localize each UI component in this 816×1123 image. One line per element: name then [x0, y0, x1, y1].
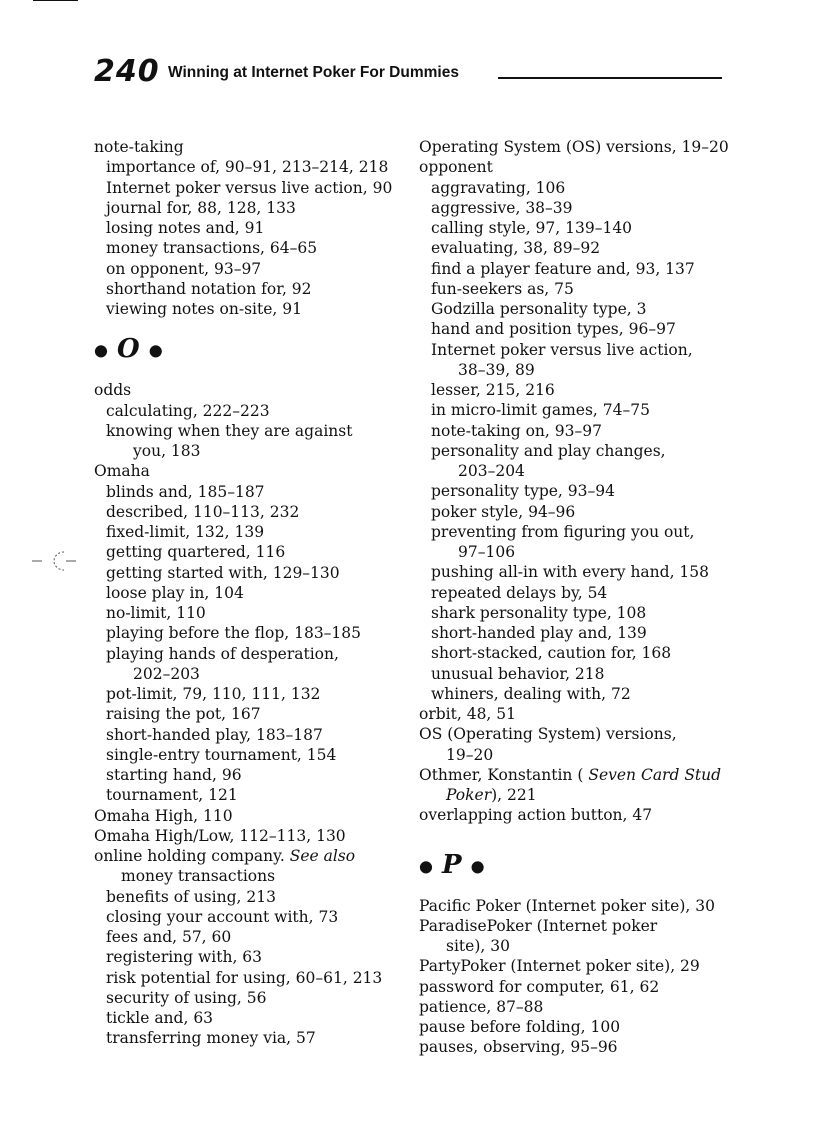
crop-mark-icon — [30, 540, 78, 580]
entry-text: Omaha High/Low, 112–113, 130 — [94, 826, 346, 845]
entry-text: fixed-limit, 132, 139 — [106, 523, 265, 541]
index-subentry — [431, 522, 729, 542]
top-rule — [33, 0, 78, 1]
index-subentry — [106, 178, 404, 198]
index-subentry — [106, 542, 404, 562]
entry-text: described, 110–113, 232 — [106, 502, 300, 521]
entry-text: preventing from figuring you out, — [431, 522, 695, 541]
index-entry — [94, 826, 404, 846]
entry-text: benefits of using, 213 — [106, 887, 276, 906]
entry-text: no-limit, 110 — [106, 604, 206, 622]
entry-text: tournament, 121 — [106, 786, 238, 805]
index-subentry — [106, 583, 404, 603]
entry-italic-text: Poker — [446, 786, 492, 804]
index-subentry — [431, 583, 729, 603]
entry-text: opponent — [419, 158, 493, 177]
index-entry — [419, 977, 729, 997]
entry-text: Godzilla personality type, 3 — [431, 300, 647, 318]
index-subentry — [106, 765, 404, 785]
index-entry-continuation — [431, 461, 729, 481]
index-subentry — [106, 704, 404, 724]
entry-text: fun-seekers as, 75 — [431, 279, 574, 298]
index-subentry — [106, 522, 404, 542]
entry-text: getting quartered, 116 — [106, 543, 286, 562]
bullet-icon: ● — [148, 340, 163, 360]
section-letter: O — [117, 334, 140, 365]
entry-text: money transactions — [121, 867, 276, 886]
bullet-icon: ● — [94, 340, 108, 360]
entry-text: note-taking on, 93–97 — [431, 421, 602, 440]
index-subentry — [106, 623, 404, 643]
index-subentry — [431, 421, 729, 441]
entry-text: online holding company. — [94, 847, 285, 865]
index-subentry — [431, 198, 729, 218]
entry-text: single-entry tournament, 154 — [106, 745, 337, 764]
index-subentry — [106, 563, 404, 583]
entry-text: short-handed play and, 139 — [431, 624, 647, 642]
entry-text: playing hands of desperation, — [106, 644, 339, 663]
entry-text: shark personality type, 108 — [431, 603, 647, 622]
index-entry-continuation — [94, 866, 404, 886]
entry-text: ), 221 — [491, 786, 537, 804]
index-subentry — [431, 279, 729, 299]
entry-text: Othmer, Konstantin ( — [419, 765, 584, 784]
index-subentry — [431, 178, 729, 198]
entry-text: Internet poker versus live action, 90 — [106, 178, 393, 197]
entry-text: transferring money via, 57 — [106, 1029, 316, 1048]
index-entry — [94, 461, 404, 481]
index-entry — [419, 896, 729, 916]
entry-text: poker style, 94–96 — [431, 502, 576, 521]
section-letter-o — [94, 319, 404, 380]
index-subentry — [106, 785, 404, 805]
entry-text: note-taking — [94, 138, 184, 156]
entry-text: personality and play changes, — [431, 441, 666, 460]
entry-text: lesser, 215, 216 — [431, 381, 555, 399]
entry-text: loose play in, 104 — [106, 583, 244, 602]
bullet-icon: ● — [419, 856, 433, 875]
index-subentry — [106, 218, 404, 238]
index-entry — [419, 916, 729, 936]
entry-text: starting hand, 96 — [106, 766, 242, 784]
index-subentry — [431, 684, 729, 704]
entry-text: whiners, dealing with, 72 — [431, 684, 631, 703]
index-subentry — [106, 1028, 404, 1048]
index-entry-continuation — [106, 441, 404, 461]
entry-text: viewing notes on-site, 91 — [106, 300, 302, 318]
entry-text: ParadisePoker (Internet poker — [419, 916, 658, 935]
index-subentry — [106, 1008, 404, 1028]
entry-text: Operating System (OS) versions, 19–20 — [419, 138, 729, 156]
entry-text: calling style, 97, 139–140 — [431, 219, 633, 237]
entry-text: calculating, 222–223 — [106, 401, 270, 420]
entry-text: pause before folding, 100 — [419, 1018, 621, 1036]
entry-text: getting started with, 129–130 — [106, 563, 340, 582]
index-entry — [419, 956, 729, 976]
entry-text: you, 183 — [133, 442, 201, 460]
index-subentry — [431, 380, 729, 400]
index-subentry — [431, 502, 729, 522]
index-subentry — [431, 603, 729, 623]
index-entry — [419, 157, 729, 177]
index-subentry — [431, 562, 729, 582]
entry-text: short-stacked, caution for, 168 — [431, 644, 672, 663]
entry-text: personality type, 93–94 — [431, 482, 615, 501]
entry-text: shorthand notation for, 92 — [106, 279, 312, 298]
entry-italic-text: Seven Card Stud — [588, 765, 722, 784]
entry-text: find a player feature and, 93, 137 — [431, 259, 695, 278]
entry-text: OS (Operating System) versions, — [419, 725, 677, 744]
index-subentry — [106, 988, 404, 1008]
entry-text: password for computer, 61, 62 — [419, 977, 660, 996]
entry-text: fees and, 57, 60 — [106, 928, 232, 946]
entry-text: hand and position types, 96–97 — [431, 320, 676, 339]
index-entry — [94, 806, 404, 826]
index-subentry — [106, 947, 404, 967]
header-rule — [498, 77, 722, 79]
index-subentry — [431, 400, 729, 420]
entry-text: Internet poker versus live action, — [431, 340, 693, 359]
index-subentry — [106, 725, 404, 745]
entry-text: Omaha High, 110 — [94, 806, 233, 825]
index-subentry — [106, 198, 404, 218]
entry-text: closing your account with, 73 — [106, 907, 339, 926]
index-subentry — [106, 157, 404, 177]
bullet-icon: ● — [470, 856, 485, 875]
entry-text: 97–106 — [458, 543, 516, 561]
index-subentry — [106, 684, 404, 704]
entry-text: pot-limit, 79, 110, 111, 132 — [106, 685, 321, 703]
index-entry — [419, 1017, 729, 1037]
entry-text: importance of, 90–91, 213–214, 218 — [106, 158, 389, 177]
entry-text: orbit, 48, 51 — [419, 705, 517, 723]
entry-text: patience, 87–88 — [419, 997, 544, 1016]
entry-text: knowing when they are against — [106, 421, 353, 440]
index-subentry — [106, 927, 404, 947]
index-subentry — [431, 299, 729, 319]
index-subentry — [106, 401, 404, 421]
entry-text: pushing all-in with every hand, 158 — [431, 563, 710, 582]
index-column-right — [419, 137, 729, 1058]
index-subentry — [431, 340, 729, 360]
entry-text: 203–204 — [458, 462, 525, 480]
index-column-left — [94, 137, 404, 1049]
entry-text: losing notes and, 91 — [106, 219, 265, 237]
entry-text: short-handed play, 183–187 — [106, 725, 323, 744]
entry-text: security of using, 56 — [106, 988, 267, 1007]
entry-text: raising the pot, 167 — [106, 705, 261, 724]
entry-text: playing before the flop, 183–185 — [106, 624, 362, 643]
index-entry — [94, 846, 404, 866]
entry-text: repeated delays by, 54 — [431, 583, 608, 602]
index-entry-continuation — [419, 936, 729, 956]
index-subentry — [106, 299, 404, 319]
entry-text: Pacific Poker (Internet poker site), 30 — [419, 896, 715, 915]
index-subentry — [431, 238, 729, 258]
index-subentry — [106, 502, 404, 522]
index-subentry — [431, 664, 729, 684]
index-subentry — [431, 643, 729, 663]
entry-text: PartyPoker (Internet poker site), 29 — [419, 957, 700, 976]
index-subentry — [106, 259, 404, 279]
index-entry — [419, 704, 729, 724]
index-subentry — [106, 745, 404, 765]
index-subentry — [106, 887, 404, 907]
index-subentry — [106, 279, 404, 299]
index-subentry — [106, 968, 404, 988]
section-letter: P — [442, 849, 462, 880]
entry-text: 38–39, 89 — [458, 360, 535, 379]
index-entry-continuation — [431, 360, 729, 380]
index-subentry — [431, 441, 729, 461]
entry-text: odds — [94, 381, 132, 400]
entry-text: on opponent, 93–97 — [106, 259, 262, 278]
index-entry — [94, 380, 404, 400]
entry-text: aggravating, 106 — [431, 178, 566, 197]
entry-text: 202–203 — [133, 664, 200, 683]
running-header — [94, 56, 722, 92]
index-entry — [94, 137, 404, 157]
entry-text: risk potential for using, 60–61, 213 — [106, 968, 383, 987]
index-entry — [419, 997, 729, 1017]
index-subentry — [106, 907, 404, 927]
index-subentry — [431, 319, 729, 339]
entry-text: unusual behavior, 218 — [431, 664, 605, 683]
index-entry — [419, 1037, 729, 1057]
index-subentry — [431, 623, 729, 643]
entry-text: overlapping action button, 47 — [419, 806, 653, 825]
entry-text: registering with, 63 — [106, 948, 263, 967]
index-subentry — [431, 481, 729, 501]
index-subentry — [431, 259, 729, 279]
index-subentry — [106, 603, 404, 623]
index-entry-continuation — [419, 785, 729, 805]
section-letter-p — [419, 835, 729, 896]
entry-text: aggressive, 38–39 — [431, 198, 573, 217]
index-entry — [419, 765, 729, 785]
entry-text: Omaha — [94, 462, 150, 481]
entry-text: journal for, 88, 128, 133 — [106, 198, 296, 217]
entry-text: in micro-limit games, 74–75 — [431, 401, 650, 420]
page-number: 240 — [94, 54, 160, 89]
entry-text: money transactions, 64–65 — [106, 239, 318, 258]
index-subentry — [106, 482, 404, 502]
index-entry-continuation — [106, 664, 404, 684]
entry-text: tickle and, 63 — [106, 1009, 214, 1027]
entry-text: site), 30 — [446, 937, 510, 955]
index-subentry — [106, 238, 404, 258]
index-entry — [419, 724, 729, 744]
entry-text: blinds and, 185–187 — [106, 482, 265, 501]
entry-text: pauses, observing, 95–96 — [419, 1038, 618, 1057]
index-subentry — [106, 644, 404, 664]
entry-text: 19–20 — [446, 745, 494, 764]
entry-text: evaluating, 38, 89–92 — [431, 239, 601, 258]
index-entry-continuation — [419, 745, 729, 765]
index-subentry — [431, 218, 729, 238]
book-title: Winning at Internet Poker For Dummies — [168, 64, 459, 81]
index-subentry — [106, 421, 404, 441]
index-entry-continuation — [431, 542, 729, 562]
entry-italic-text: See also — [289, 847, 356, 865]
index-entry — [419, 805, 729, 825]
index-entry — [419, 137, 729, 157]
